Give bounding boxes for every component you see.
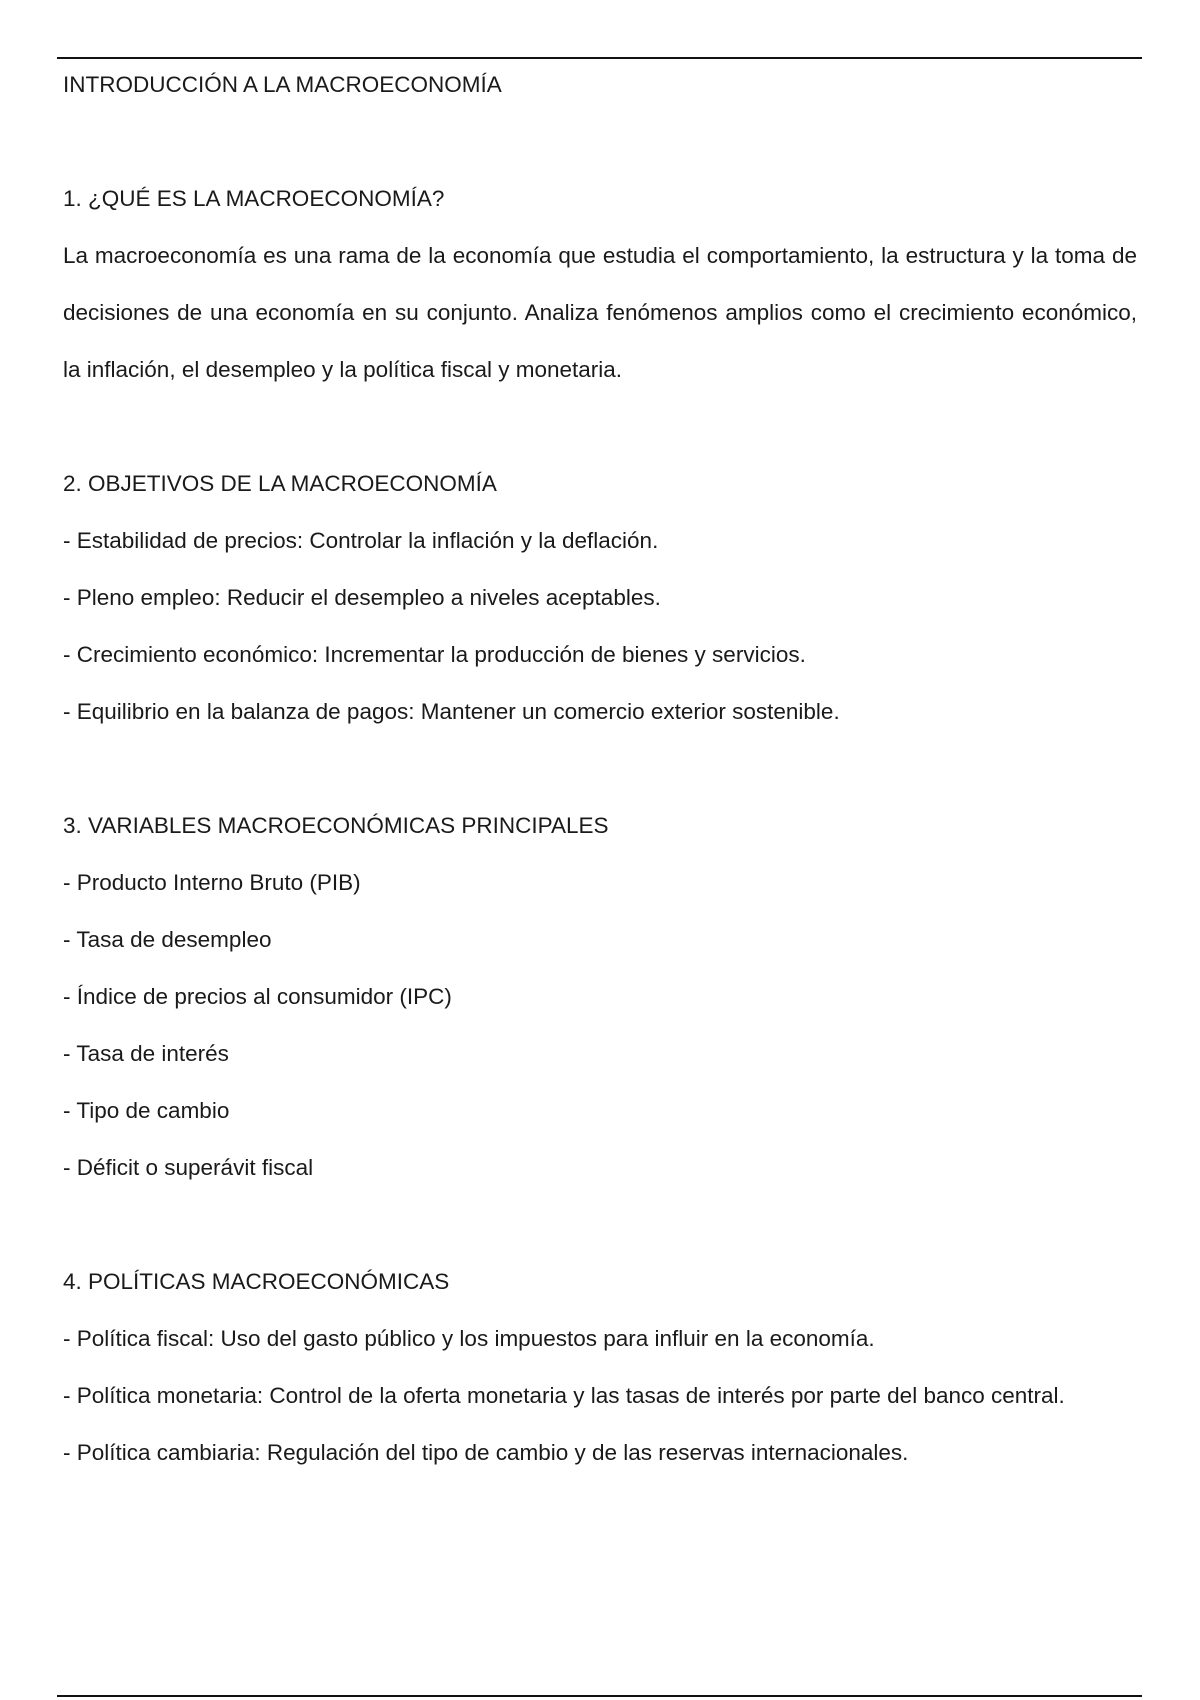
list-item: - Índice de precios al consumidor (IPC): [63, 984, 452, 1009]
section-what-is-macroeconomics: [63, 170, 1137, 398]
section-heading: 4. POLÍTICAS MACROECONÓMICAS: [63, 1269, 450, 1294]
spacer: [63, 1196, 1137, 1253]
list-item: - Producto Interno Bruto (PIB): [63, 870, 361, 895]
list-item: - Política fiscal: Uso del gasto público y los impuestos para influir en la economía.: [63, 1326, 875, 1351]
list-item: - Estabilidad de precios: Controlar la inflación y la deflación.: [63, 528, 659, 553]
section-main-variables: [63, 797, 1137, 1196]
list-item: - Tasa de desempleo: [63, 927, 272, 952]
list-item: - Pleno empleo: Reducir el desempleo a niveles aceptables.: [63, 585, 661, 610]
list-item: - Tasa de interés: [63, 1041, 229, 1066]
list-item: - Déficit o superávit fiscal: [63, 1155, 314, 1180]
list-item: - Política monetaria: Control de la oferta monetaria y las tasas de interés por parte del banco central.: [63, 1383, 1065, 1408]
document-title: INTRODUCCIÓN A LA MACROECONOMÍA: [63, 72, 502, 97]
list-item: - Tipo de cambio: [63, 1098, 230, 1123]
section-heading: 2. OBJETIVOS DE LA MACROECONOMÍA: [63, 471, 497, 496]
list-item: - Equilibrio en la balanza de pagos: Mantener un comercio exterior sostenible.: [63, 699, 840, 724]
section-heading: 3. VARIABLES MACROECONÓMICAS PRINCIPALES: [63, 813, 609, 838]
list-item: - Política cambiaria: Regulación del tipo de cambio y de las reservas internacionales.: [63, 1440, 909, 1465]
spacer: [63, 398, 1137, 455]
bottom-rule: [57, 1695, 1142, 1697]
list-item: - Crecimiento económico: Incrementar la producción de bienes y servicios.: [63, 642, 806, 667]
spacer: [63, 740, 1137, 797]
section-paragraph: La macroeconomía es una rama de la economía que estudia el comportamiento, la estructura y la toma de decisiones de una economía en su conjunto. Analiza fenómenos amplios como el crecimiento económico, la inflación, el desempleo y la política fiscal y monetaria.: [63, 243, 1137, 382]
document-body: [63, 56, 1137, 1481]
spacer: [63, 113, 1137, 170]
section-policies: [63, 1253, 1137, 1481]
section-objectives: [63, 455, 1137, 740]
section-heading: 1. ¿QUÉ ES LA MACROECONOMÍA?: [63, 186, 445, 211]
